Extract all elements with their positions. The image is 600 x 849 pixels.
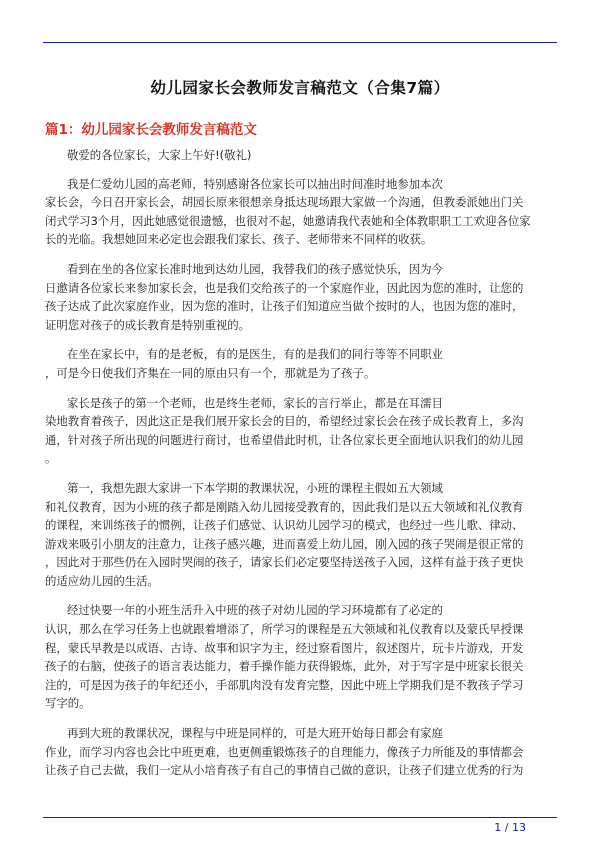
paragraph-line: 看到在坐的各位家长准时地到达幼儿园，我替我们的孩子感觉快乐，因为今 — [67, 261, 443, 276]
paragraph-line: 染地教育着孩子，因此这正是我们展开家长会的目的，希望经过家长会在孩子成长教育上，多沟 — [45, 414, 524, 429]
paragraph-line: 通，针对孩子所出现的问题进行商讨，也希望借此时机，让各位家长更全面地认识我们的幼儿园 — [45, 432, 524, 447]
paragraph — [45, 146, 557, 165]
paragraph — [45, 260, 557, 334]
paragraph-line: 和礼仪教育，因为小班的孩子都是刚踏入幼儿园接受教育的，因此我们是以五大领域和礼仪教育 — [45, 499, 524, 514]
paragraph-line: 。 — [45, 451, 57, 466]
paragraph — [45, 394, 557, 468]
paragraph-line: 我是仁爱幼儿园的高老师，特别感谢各位家长可以抽出时间准时地参加本次 — [67, 176, 443, 191]
paragraph-line: 长的光临。我想她回来必定也会跟我们家长、孩子、老师带来不同样的收获。 — [45, 232, 433, 247]
document-title: 幼儿园家长会教师发言稿范文（合集7篇） — [150, 79, 450, 97]
paragraph-line: 家长会，今日召开家长会，胡园长原来很想亲身抵达现场跟大家做一个沟通，但教委派她出门关 — [45, 195, 524, 210]
paragraph-line: 日邀请各位家长来参加家长会，也是我们交给孩子的一个家庭作业，因此因为您的准时，让您的 — [45, 280, 524, 295]
paragraph-line: 写字的。 — [45, 696, 91, 711]
paragraph-line: 让孩子自己去做，我们一定从小培育孩子有自己的事情自己做的意识，让孩子们建立优秀的行为 — [45, 763, 524, 778]
paragraph-line: ，因此对于那些仍在入园时哭闹的孩子，请家长们必定要坚持送孩子入园，这样有益于孩子更快 — [45, 555, 524, 570]
document-body — [45, 146, 557, 791]
paragraph-line: 第一，我想先跟大家讲一下本学期的教课状况，小班的课程主假如五大领域 — [67, 480, 443, 495]
paragraph-line: 再到大班的教课状况，课程与中班是同样的，可是大班开始每日都会有家庭 — [67, 726, 443, 741]
paragraph — [45, 724, 557, 780]
paragraph-line: 孩子的右脑，使孩子的语言表达能力，着手操作能力获得锻炼，此外，对于写字是中班家长很关 — [45, 659, 524, 674]
paragraph-line: 经过快要一年的小班生活升入中班的孩子对幼儿园的学习环境都有了必定的 — [67, 603, 443, 618]
paragraph-line: 认识，那么在学习任务上也就跟着增添了，所学习的课程是五大领域和礼仪教育以及蒙氏早授课 — [45, 622, 524, 637]
paragraph — [45, 601, 557, 713]
paragraph-line: 的课程，来训练孩子的惯例，让孩子们感觉、认识幼儿园学习的模式，也经过一些儿歌、律动、 — [45, 518, 524, 533]
paragraph — [45, 175, 557, 249]
paragraph-line: 的适应幼儿园的生活。 — [45, 573, 159, 588]
section-heading: 篇1：幼儿园家长会教师发言稿范文 — [45, 122, 257, 138]
paragraph — [45, 479, 557, 591]
paragraph — [45, 345, 557, 382]
paragraph-line: 证明您对孩子的成长教育是特别重视的。 — [45, 317, 251, 332]
paragraph-line: 孩子达成了此次家庭作业，因为您的准时，让孩子们知道应当做个按时的人，也因为您的准时， — [45, 299, 524, 314]
paragraph-line: ，可是今日使我们齐集在一同的原由只有一个，那就是为了孩子。 — [45, 365, 376, 380]
paragraph-line: 作业，而学习内容也会比中班更难，也更侧重锻炼孩子的自理能力，像孩子力所能及的事情都会 — [45, 744, 524, 759]
paragraph-line: 程，蒙氏早教是以成语、古诗、故事和识字为主，经过察看图片，叙述图片，玩卡片游戏，开发 — [45, 640, 524, 655]
paragraph-line: 闭式学习3个月，因此她感觉很遗憾，也很对不起，她邀请我代表她和全体教职职工工欢迎各位家 — [45, 213, 531, 228]
header-rule — [43, 42, 557, 43]
paragraph-line: 家长是孩子的第一个老师，也是终生老师，家长的言行举止，都是在耳濡目 — [67, 395, 443, 410]
footer-rule — [43, 817, 557, 818]
paragraph-line: 敬爱的各位家长，大家上午好!(敬礼) — [67, 148, 252, 162]
paragraph-line: 游戏来吸引小朋友的注意力，让孩子感兴趣，进而喜爱上幼儿园，刚入园的孩子哭闹是很正常的 — [45, 536, 524, 551]
paragraph-line: 注的，可是因为孩子的年纪还小，手部肌肉没有发育完整，因此中班上学期我们是不教孩子学习 — [45, 677, 524, 692]
page-indicator: 1 / 13 — [494, 821, 526, 834]
paragraph-line: 在坐在家长中，有的是老板，有的是医生，有的是我们的同行等等不同职业 — [67, 347, 443, 362]
